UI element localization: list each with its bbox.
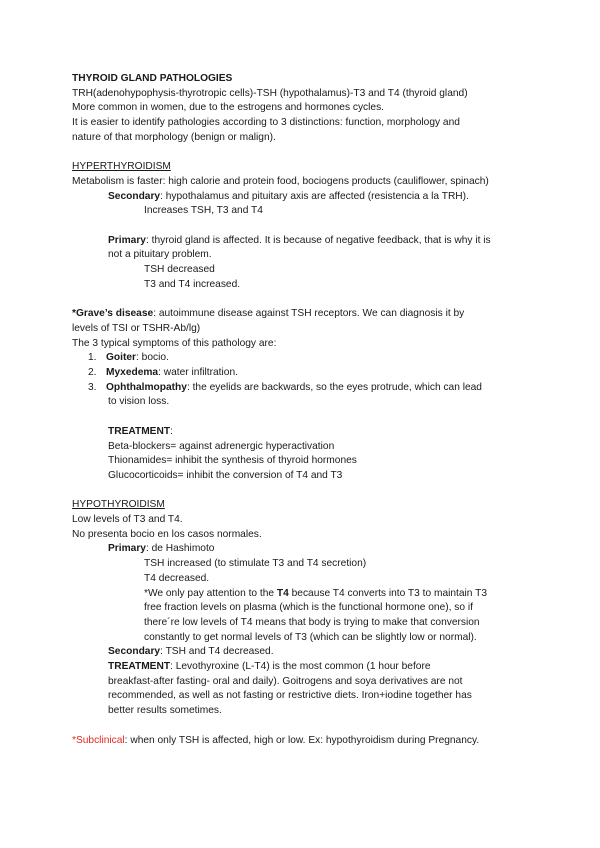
treatment-item: Glucocorticoids= inhibit the conversion of T4 and T3 [108, 469, 343, 481]
hypo-treatment-cont: better results sometimes. [108, 705, 222, 717]
hypo-note [72, 587, 542, 602]
hyper-secondary [72, 190, 542, 205]
symptom-label: Myxedema [106, 367, 159, 379]
hypo-note: free fraction levels on plasma (which is the functional hormone one), so if [144, 602, 473, 614]
secondary-text: : hypothalamus and pituitary axis are affected (resistencia a la TRH). [160, 190, 469, 202]
list-number: 2. [88, 367, 97, 379]
hypo-note: constantly to get normal levels of T3 (which can be slightly low or normal). [144, 631, 477, 643]
secondary-label: Secondary [108, 190, 161, 202]
note-bold: T4 [276, 587, 289, 599]
graves-label: *Grave’s disease [72, 308, 154, 320]
list-item [72, 366, 542, 381]
treatment-colon: : [170, 425, 173, 437]
note-text: *We only pay attention to the [144, 587, 277, 599]
metabolism-line: Metabolism is faster: high calorie and protein food, bociogens products (cauliflower, spinach) [72, 175, 489, 187]
hyper-primary-result: T3 and T4 increased. [144, 278, 241, 290]
treatment-item: Thionamides= inhibit the synthesis of thyroid hormones [108, 455, 357, 467]
list-item [72, 351, 542, 366]
primary-label: Primary [108, 234, 146, 246]
secondary-text: : TSH and T4 decreased. [160, 646, 274, 658]
hyper-primary [72, 234, 542, 249]
hypo-treatment-cont: recommended, as well as not fasting or restrictive diets. Iron+iodine together has [108, 690, 472, 702]
treatment-label: TREATMENT [108, 661, 171, 673]
hypothyroidism-heading: HYPOTHYROIDISM [72, 499, 165, 511]
subclinical-text: : when only TSH is affected, high or low. Ex: hypothyroidism during Pregnancy. [124, 734, 480, 746]
list-number: 3. [88, 381, 97, 393]
primary-text: : thyroid gland is affected. It is because of negative feedback, that is why it is [145, 234, 491, 246]
hypo-secondary [72, 645, 542, 660]
treatment-text: : Levothyroxine (L-T4) is the most common (1 hour before [170, 661, 431, 673]
treatment-label: TREATMENT [108, 425, 171, 437]
document-page [72, 72, 542, 748]
symptom-label: Goiter [106, 352, 137, 364]
hypo-line: No presenta bocio en los casos normales. [72, 528, 262, 540]
hyper-primary-cont: not a pituitary problem. [108, 249, 212, 261]
hypo-treatment-cont: breakfast-after fasting- oral and daily). Goitrogens and soya derivatives are not [108, 675, 463, 687]
subclinical-line [72, 734, 542, 749]
secondary-label: Secondary [108, 646, 161, 658]
symptom-cont: to vision loss. [108, 396, 170, 408]
hyper-primary-result: TSH decreased [144, 264, 215, 276]
intro-line: TRH(adenohypophysis-thyrotropic cells)-TSH (hypothalamus)-T3 and T4 (thyroid gland) [72, 87, 468, 99]
document-title: THYROID GLAND PATHOLOGIES [72, 73, 233, 84]
symptom-text: : bocio. [136, 352, 169, 364]
graves-cont: levels of TSI or TSHR-Ab/lg) [72, 322, 201, 334]
hypo-treatment [72, 660, 542, 675]
note-text: because T4 converts into T3 to maintain T3 [288, 587, 487, 599]
intro-line: It is easier to identify pathologies according to 3 distinctions: function, morphology and [72, 117, 460, 129]
graves-text: : autoimmune disease against TSH receptors. We can diagnosis it by [153, 308, 465, 320]
intro-line: nature of that morphology (benign or malign). [72, 131, 276, 143]
list-item [72, 381, 542, 396]
subclinical-label: *Subclinical [72, 734, 125, 746]
symptom-label: Ophthalmopathy [106, 381, 187, 393]
symptom-text: : the eyelids are backwards, so the eyes protrude, which can lead [186, 381, 482, 393]
hypo-primary-item: TSH increased (to stimulate T3 and T4 secretion) [144, 558, 367, 570]
hypo-line: Low levels of T3 and T4. [72, 514, 183, 526]
hypo-primary [72, 542, 542, 557]
hypo-primary-item: T4 decreased. [144, 572, 210, 584]
hypo-note: there´re low levels of T4 means that body is trying to make that conversion [144, 616, 480, 628]
symptom-text: : water infiltration. [158, 367, 238, 379]
hyper-secondary-result: Increases TSH, T3 and T4 [144, 205, 263, 217]
primary-text: : de Hashimoto [145, 543, 215, 555]
list-number: 1. [88, 352, 97, 364]
symptoms-intro: The 3 typical symptoms of this pathology are: [72, 337, 277, 349]
graves-disease [72, 307, 542, 322]
primary-label: Primary [108, 543, 146, 555]
treatment-item: Beta-blockers= against adrenergic hyperactivation [108, 440, 335, 452]
hyperthyroidism-heading: HYPERTHYROIDISM [72, 161, 171, 173]
intro-line: More common in women, due to the estrogens and hormones cycles. [72, 102, 385, 114]
hyper-treatment-heading [72, 425, 542, 440]
